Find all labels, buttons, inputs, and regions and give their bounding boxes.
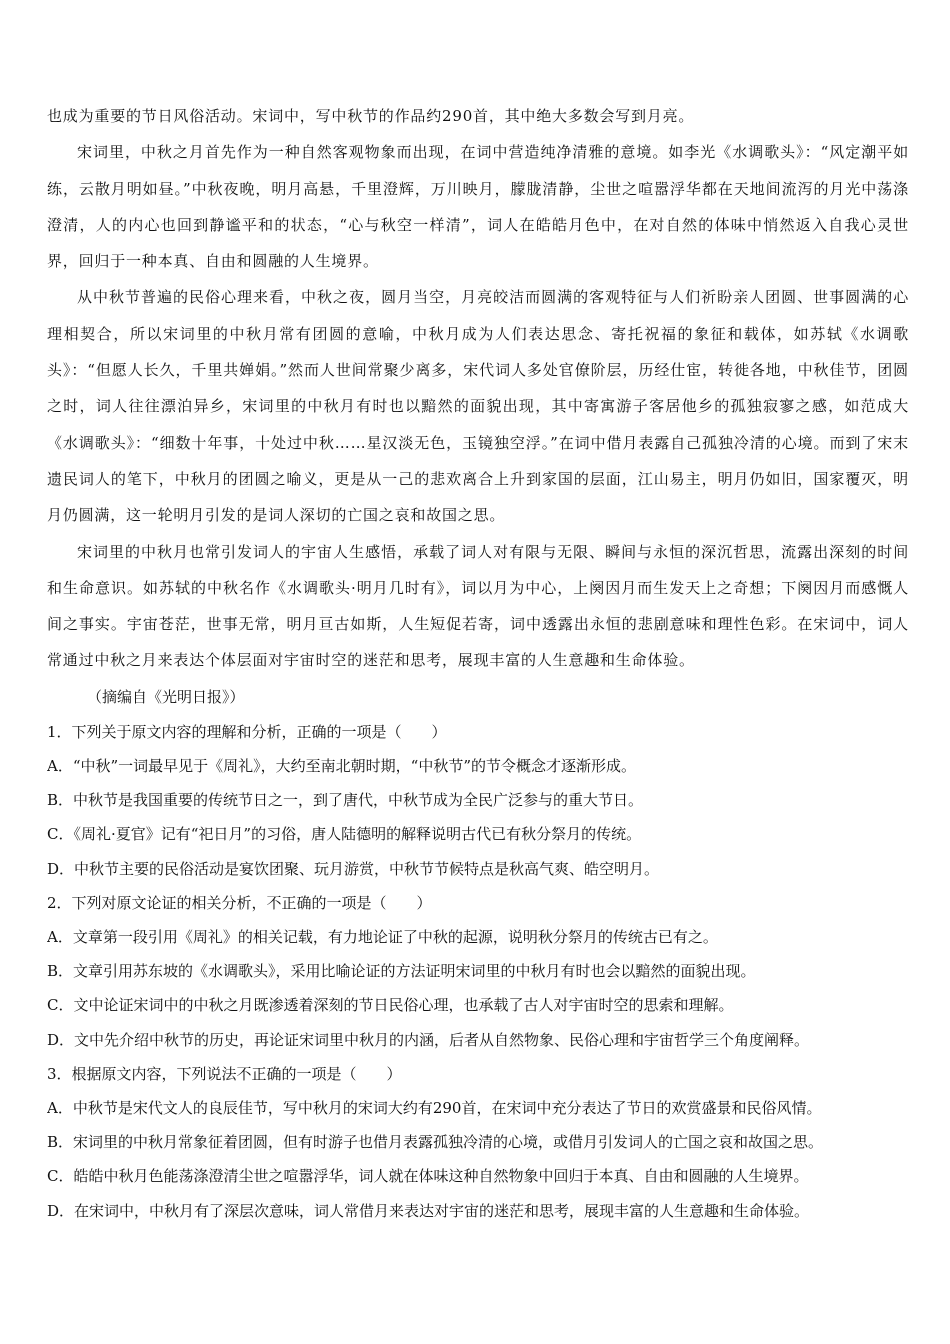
question-1: [47, 715, 909, 886]
question-2-option-b: B．文章引用苏东坡的《水调歌头》，采用比喻论证的方法证明宋词里的中秋月有时也会以黯然的面貌出现。: [47, 962, 756, 981]
page-content: [47, 98, 909, 1228]
question-2-option-c: C．文中论证宋词中的中秋之月既渗透着深刻的节日民俗心理，也承载了古人对宇宙时空的思索和理解。: [47, 996, 734, 1015]
passage-paragraph-1: 也成为重要的节日风俗活动。宋词中，写中秋节的作品约290首，其中绝大多数会写到月亮。: [47, 107, 695, 125]
question-1-option-a: A．“中秋”一词最早见于《周礼》，大约至南北朝时期，“中秋节”的节令概念才逐渐形成。: [47, 756, 637, 775]
question-2-stem: 2．下列对原文论证的相关分析，不正确的一项是（ ）: [47, 893, 432, 912]
question-3-option-d: D．在宋词中，中秋月有了深层次意味，词人常借月来表达对宇宙的迷茫和思考，展现丰富的人生意趣和生命体验。: [47, 1201, 810, 1220]
question-3-stem: 3．根据原文内容，下列说法不正确的一项是（ ）: [47, 1064, 402, 1083]
passage-source: （摘编自《光明日报》）: [87, 687, 245, 706]
passage-paragraph-2: 宋词里，中秋之月首先作为一种自然客观物象而出现，在词中营造纯净清雅的意境。如李光《水调歌头》：“风定潮平如练，云散月明如昼。”中秋夜晚，明月高悬，千里澄辉，万川映月，朦胧清静，尘世之喧嚣浮华都在天地间流泻的月光中荡涤澄清，人的内心也回到静谧平和的状态，“心与秋空一样清”，词人在皓皓月色中，在对自然的体味中悄然返入自我心灵世界，回归于一种本真、自由和圆融的人生境界。: [47, 143, 909, 271]
question-2-option-d: D．文中先介绍中秋节的历史，再论证宋词里中秋月的内涵，后者从自然物象、民俗心理和宇宙哲学三个角度阐释。: [47, 1030, 810, 1049]
passage-paragraph-3: 从中秋节普遍的民俗心理来看，中秋之夜，圆月当空，月亮皎洁而圆满的客观特征与人们祈盼亲人团圆、世事圆满的心理相契合，所以宋词里的中秋月常有团圆的意喻，中秋月成为人们表达思念、寄托祝福的象征和载体，如苏轼《水调歌头》：“但愿人长久，千里共婵娟。”然而人世间常聚少离多，宋代词人多处官僚阶层，历经仕宦，转徙各地，中秋佳节，团圆之时，词人往往漂泊异乡，宋词里的中秋月有时也以黯然的面貌出现，其中寄寓游子客居他乡的孤独寂寥之感，如范成大《水调歌头》：“细数十年事，十处过中秋……星汉淡无色，玉镜独空浮。”在词中借月表露自己孤独冷清的心境。而到了宋末遗民词人的笔下，中秋月的团圆之喻义，更是从一己的悲欢离合上升到家国的层面，江山易主，明月仍如旧，国家覆灭，明月仍圆满，这一轮明月引发的是词人深切的亡国之哀和故国之思。: [47, 288, 909, 525]
question-1-stem: 1．下列关于原文内容的理解和分析，正确的一项是（ ）: [47, 722, 447, 741]
question-2: [47, 886, 909, 1057]
question-3-option-c: C．皓皓中秋月色能荡涤澄清尘世之喧嚣浮华，词人就在体味这种自然物象中回归于本真、自由和圆融的人生境界。: [47, 1167, 809, 1186]
reading-passage: [47, 98, 909, 679]
question-1-option-d: D．中秋节主要的民俗活动是宴饮团聚、玩月游赏，中秋节节候特点是秋高气爽、皓空明月。: [47, 859, 660, 878]
question-3-option-a: A．中秋节是宋代文人的良辰佳节，写中秋月的宋词大约有290首，在宋词中充分表达了节日的欢赏盛景和民俗风情。: [47, 1098, 822, 1117]
question-3: [47, 1057, 909, 1228]
question-1-option-c: C．《周礼·夏官》记有“祀日月”的习俗，唐人陆德明的解释说明古代已有秋分祭月的传统。: [47, 825, 642, 844]
passage-paragraph-4: 宋词里的中秋月也常引发词人的宇宙人生感悟，承载了词人对有限与无限、瞬间与永恒的深沉哲思，流露出深刻的时间和生命意识。如苏轼的中秋名作《水调歌头·明月几时有》，词以月为中心，上阕因月而生发天上之奇想；下阕因月而感慨人间之事实。宇宙苍茫，世事无常，明月亘古如斯，人生短促若寄，词中透露出永恒的悲剧意味和理性色彩。在宋词中，词人常通过中秋之月来表达个体层面对宇宙时空的迷茫和思考，展现丰富的人生意趣和生命体验。: [47, 542, 909, 670]
question-1-option-b: B．中秋节是我国重要的传统节日之一，到了唐代，中秋节成为全民广泛参与的重大节日。: [47, 791, 644, 810]
question-3-option-b: B．宋词里的中秋月常象征着团圆，但有时游子也借月表露孤独冷清的心境，或借月引发词人的亡国之哀和故国之思。: [47, 1133, 824, 1152]
question-2-option-a: A．文章第一段引用《周礼》的相关记载，有力地论证了中秋的起源，说明秋分祭月的传统古已有之。: [47, 927, 718, 946]
